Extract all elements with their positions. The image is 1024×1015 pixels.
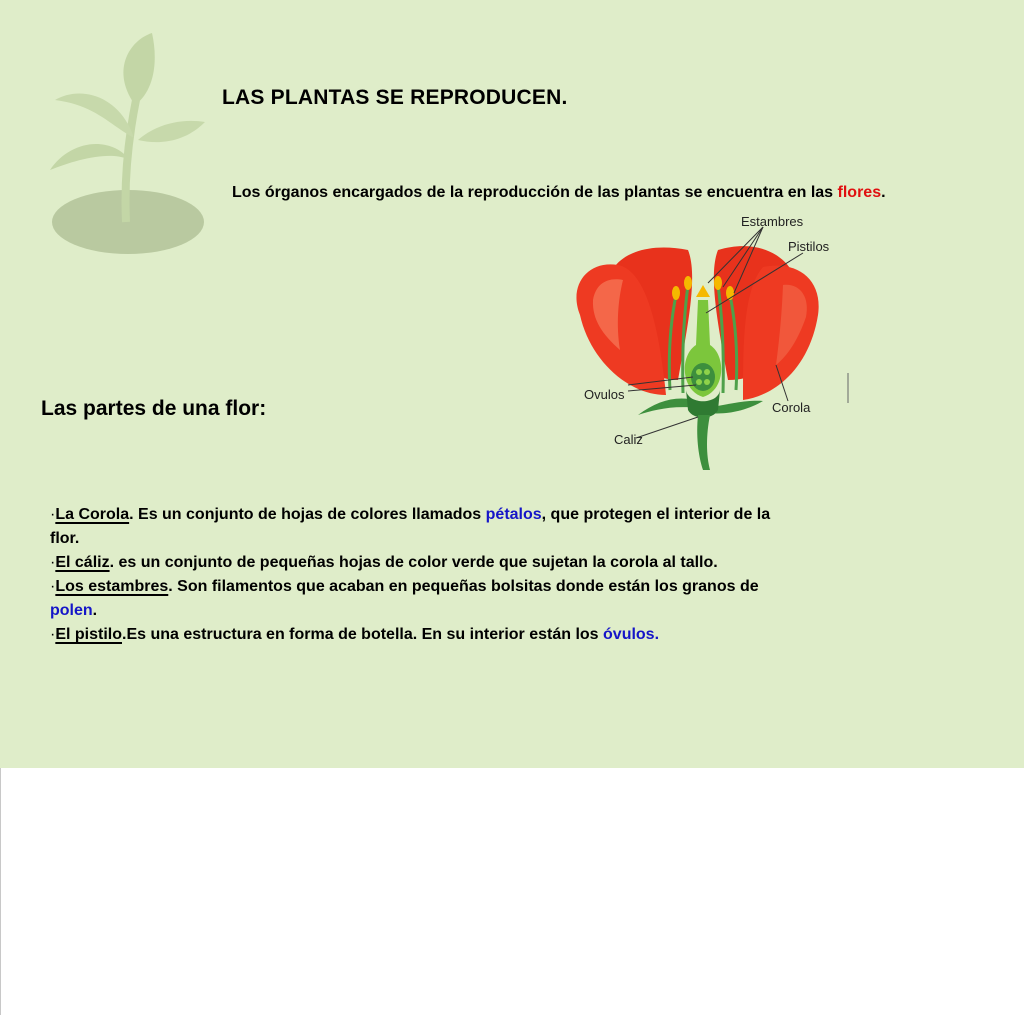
intro-text-before: Los órganos encargados de la reproducción de las plantas se encuentra en las xyxy=(232,184,838,201)
intro-text-after: . xyxy=(881,184,886,201)
part-caliz-text: . es un conjunto de pequeñas hojas de color verde que sujetan la corola al tallo. xyxy=(109,554,718,571)
label-corola: Corola xyxy=(772,400,811,415)
label-estambres: Estambres xyxy=(741,214,804,229)
seedling-icon xyxy=(40,30,220,260)
label-pistilos: Pistilos xyxy=(788,239,830,254)
bullet: · xyxy=(50,626,56,643)
term-caliz: El cáliz xyxy=(55,554,110,571)
highlight-polen: polen xyxy=(50,602,93,619)
label-caliz: Caliz xyxy=(614,432,643,447)
part-corola-line-wrap xyxy=(50,527,930,551)
term-pistilo: El pistilo xyxy=(55,626,122,643)
highlight-petalos: pétalos xyxy=(485,506,542,523)
part-estambres-text: . Son filamentos que acaban en pequeñas bolsitas donde están los granos de xyxy=(168,578,759,595)
bullet: · xyxy=(50,578,56,595)
bullet: · xyxy=(50,506,56,523)
stem xyxy=(697,415,710,470)
parts-list xyxy=(50,503,930,647)
part-pistilo-text: .Es una estructura en forma de botella. En su interior están los xyxy=(122,626,604,643)
section-subtitle: Las partes de una flor: xyxy=(41,397,267,420)
bullet: · xyxy=(50,554,56,571)
label-ovulos: Ovulos xyxy=(584,387,625,402)
ovary xyxy=(691,363,715,391)
part-corola-text-wrap: flor. xyxy=(50,530,80,547)
term-estambres: Los estambres xyxy=(55,578,169,595)
part-estambres-text-end: . xyxy=(92,602,98,619)
page-edge-line xyxy=(0,768,1,1015)
part-corola-text-end: , que protegen el interior de la xyxy=(541,506,771,523)
highlight-ovulos: óvulos. xyxy=(603,626,660,643)
part-corola-text: . Es un conjunto de hojas de colores llamados xyxy=(129,506,486,523)
page-title: LAS PLANTAS SE REPRODUCEN. xyxy=(222,86,568,109)
part-estambres-line-wrap xyxy=(50,599,930,623)
part-pistilo-line xyxy=(50,623,930,647)
intro-highlight-flores: flores xyxy=(837,184,882,201)
part-estambres-line xyxy=(50,575,930,599)
intro-text xyxy=(232,181,992,205)
part-corola-line xyxy=(50,503,930,527)
flower-diagram xyxy=(548,205,858,475)
part-caliz-line xyxy=(50,551,930,575)
term-corola: La Corola xyxy=(55,506,130,523)
